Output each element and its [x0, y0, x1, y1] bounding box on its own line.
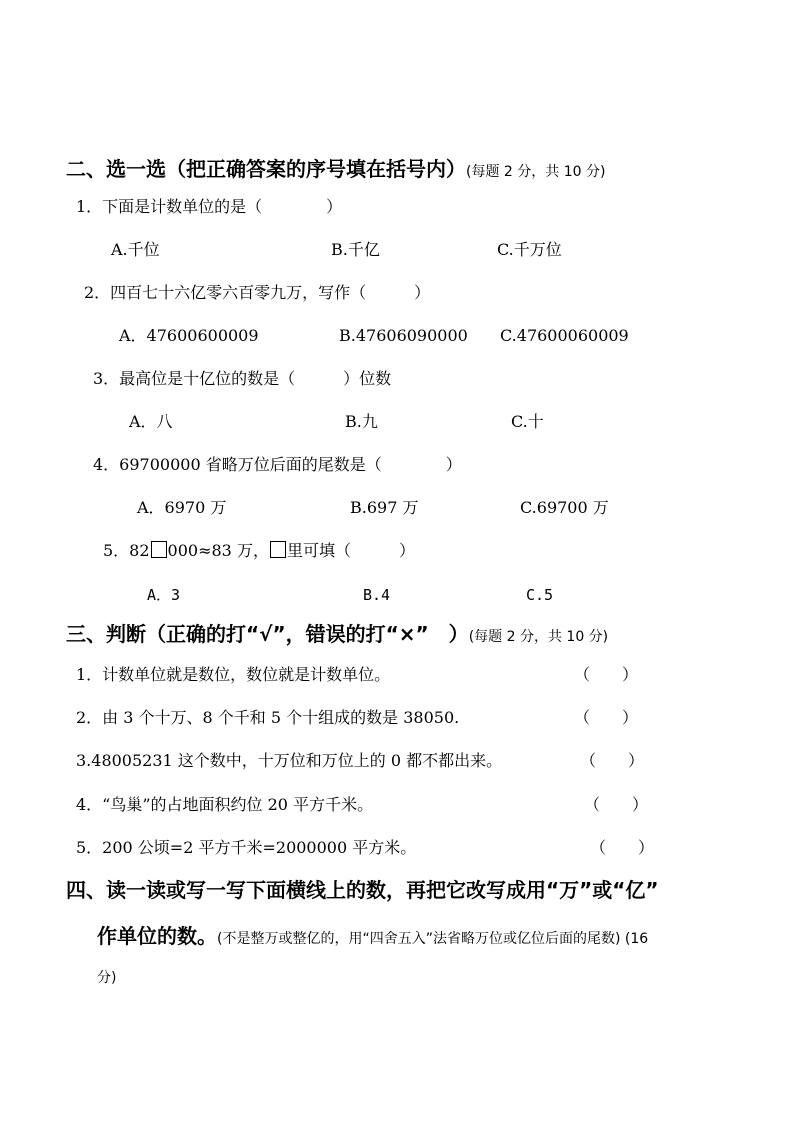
section4-title-continued: 作单位的数。: [97, 924, 217, 948]
question-1-option-b: B.千亿: [331, 240, 380, 259]
section3-title: 三、判断（正确的打“√”，错误的打“×” ）: [66, 622, 469, 646]
question-1-option-a: A.千位: [111, 240, 160, 259]
question-5-option-a: A．3: [147, 586, 181, 604]
question-1-option-c: C.千万位: [497, 240, 562, 259]
question-3-option-c: C.十: [511, 412, 544, 431]
judgment-1-blank: （ ）: [574, 665, 639, 684]
section2-title: 二、选一选（把正确答案的序号填在括号内）: [66, 157, 466, 181]
blank-box-icon: [270, 541, 286, 558]
judgment-2-text: 2．由 3 个十万、8 个千和 5 个十组成的数是 38050.: [76, 708, 460, 727]
section4-instruction-note: (不是整万或整亿的，用“四舍五入”法省略万位或亿位后面的尾数) (16: [217, 931, 649, 947]
question-5-stem-start: 5．82: [103, 541, 150, 560]
question-5-stem-end: 里可填（ ）: [286, 541, 415, 560]
judgment-3-blank: （ ）: [580, 751, 645, 770]
question-4-option-c: C.69700 万: [520, 498, 609, 517]
blank-box-icon: [151, 541, 167, 558]
question-2-option-b: B.47606090000: [339, 326, 468, 345]
question-5-stem-middle: 000≈83 万，: [167, 541, 269, 560]
judgment-4-text: 4．“鸟巢”的占地面积约位 20 平方千米。: [76, 795, 374, 814]
section3-score-note: (每题 2 分，共 10 分): [468, 629, 609, 645]
question-3-option-a: A．八: [129, 412, 173, 431]
question-3-option-b: B.九: [345, 412, 378, 431]
question-2-option-c: C.47600060009: [500, 326, 629, 345]
question-2-option-a: A．47600600009: [119, 326, 259, 345]
question-3-stem: 3．最高位是十亿位的数是（ ）位数: [93, 369, 392, 388]
section4-heading-line2: [97, 923, 648, 952]
question-1-stem: 1．下面是计数单位的是（ ）: [76, 197, 343, 216]
judgment-2-blank: （ ）: [574, 708, 639, 727]
question-5-option-c: C.5: [526, 586, 554, 604]
section3-heading: [66, 621, 608, 650]
judgment-3-text: 3.48005231 这个数中，十万位和万位上的 0 都不都出来。: [76, 751, 503, 770]
question-5-stem: [103, 541, 415, 561]
judgment-5-text: 5．200 公顷=2 平方千米=2000000 平方米。: [76, 838, 417, 857]
question-4-option-a: A．6970 万: [137, 498, 227, 517]
question-5-option-b: B.4: [363, 586, 391, 604]
section2-score-note: (每题 2 分，共 10 分): [466, 164, 606, 180]
section4-heading-line1: 四、读一读或写一写下面横线上的数，再把它改写成用“万”或“亿”: [66, 878, 659, 902]
question-4-option-b: B.697 万: [350, 498, 419, 517]
section2-heading: [66, 156, 605, 185]
section4-score-note-end: 分): [97, 970, 117, 986]
question-2-stem: 2．四百七十六亿零六百零九万，写作（ ）: [84, 283, 431, 302]
question-4-stem: 4．69700000 省略万位后面的尾数是（ ）: [93, 455, 462, 474]
judgment-4-blank: （ ）: [584, 795, 649, 814]
judgment-5-blank: （ ）: [590, 838, 655, 857]
judgment-1-text: 1．计数单位就是数位，数位就是计数单位。: [76, 665, 391, 684]
